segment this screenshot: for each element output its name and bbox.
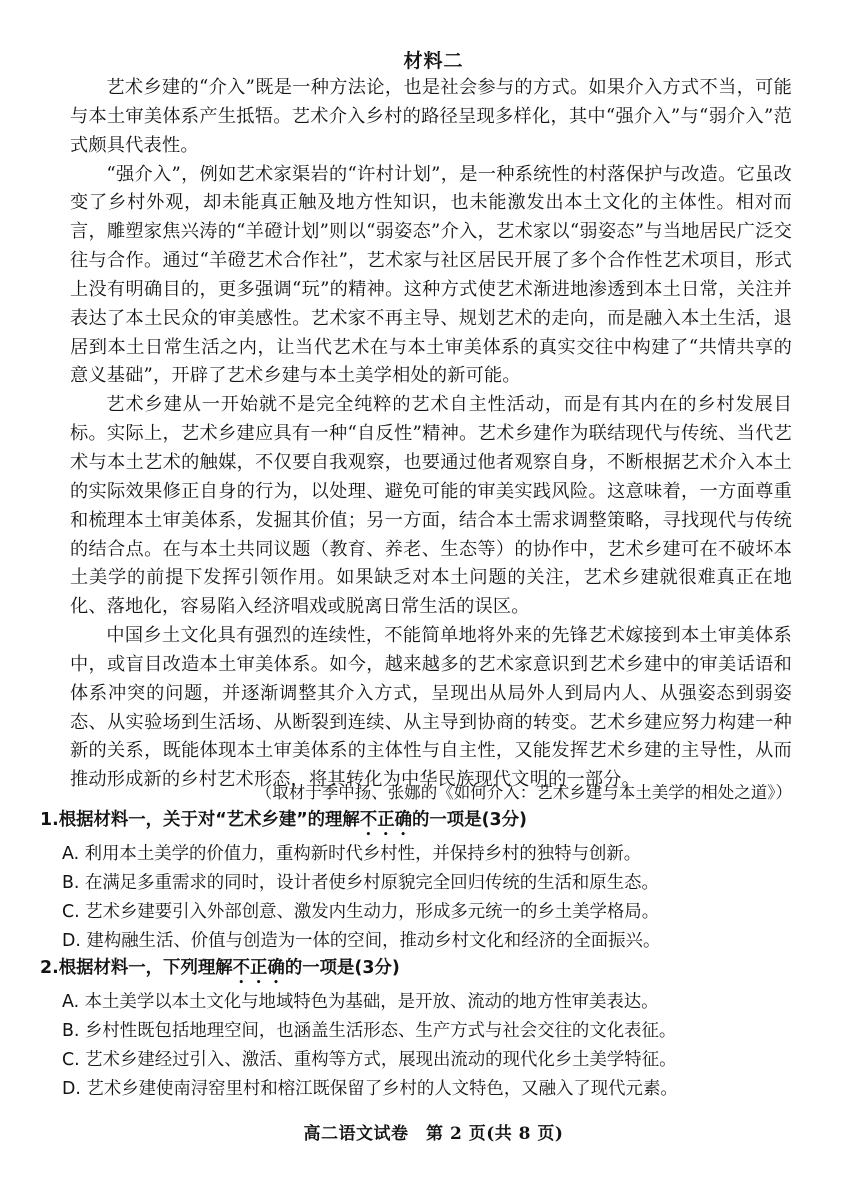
stem-emphasis: 不正确	[232, 958, 285, 978]
option-d[interactable]: D. 建构融生活、价值与创造为一体的空间，推动乡村文化和经济的全面振兴。	[62, 931, 661, 951]
material-title: 材料二	[403, 50, 464, 72]
material-body	[70, 74, 792, 795]
option-c[interactable]: C. 艺术乡建要引入外部创意、激发内生动力，形成多元统一的乡土美学格局。	[62, 902, 660, 922]
option-c[interactable]: C. 艺术乡建经过引入、激活、重构等方式，展现出流动的现代化乡土美学特征。	[62, 1050, 677, 1070]
stem-text: 1.根据材料一，关于对“艺术乡建”的理解	[40, 810, 360, 830]
material-paragraph: 中国乡土文化具有强烈的连续性，不能简单地将外来的先锋艺术嫁接到本土审美体系中，或盲目改造本土审美体系。如今，越来越多的艺术家意识到艺术乡建中的审美话语和体系冲突的问题，并逐渐调整其介入方式，呈现出从局外人到局内人、从强姿态到弱姿态、从实验场到生活场、从断裂到连续、从主导到协商的转变。艺术乡建应努力构建一种新的关系，既能体现本土审美体系的主体性与自主性，又能发挥艺术乡建的主导性，从而推动形成新的乡村艺术形态，将其转化为中华民族现代文明的一部分。	[70, 625, 792, 791]
option-b[interactable]: B. 乡村性既包括地理空间，也涵盖生活形态、生产方式与社会交往的文化表征。	[62, 1021, 677, 1041]
question-1	[40, 806, 820, 956]
option-a[interactable]: A. 本土美学以本土文化与地域特色为基础，是开放、流动的地方性审美表达。	[62, 992, 659, 1012]
stem-text-end: 的一项是(3分)	[284, 958, 400, 978]
material-paragraph: 艺术乡建从一开始就不是完全纯粹的艺术自主性活动，而是有其内在的乡村发展目标。实际上，艺术乡建应具有一种“自反性”精神。艺术乡建作为联结现代与传统、当代艺术与本土艺术的触媒，不仅要自我观察，也要通过他者观察自身，不断根据艺术介入本土的实际效果修正自身的行为，以处理、避免可能的审美实践风险。这意味着，一方面尊重和梳理本土审美体系，发掘其价值；另一方面，结合本土需求调整策略，寻找现代与传统的结合点。在与本土共同议题（教育、养老、生态等）的协作中，艺术乡建可在不破坏本土美学的前提下发挥引领作用。如果缺乏对本土问题的关注，艺术乡建就很难真正在地化、落地化，容易陷入经济唱戏或脱离日常生活的误区。	[70, 394, 792, 618]
question-2	[40, 954, 820, 1104]
material-paragraph: “强介入”，例如艺术家渠岩的“许村计划”，是一种系统性的村落保护与改造。它虽改变了乡村外观，却未能真正触及地方性知识，也未能激发出本土文化的主体性。相对而言，雕塑家焦兴涛的“羊磴计划”则以“弱姿态”介入，艺术家以“弱姿态”与当地居民广泛交往与合作。通过“羊磴艺术合作社”，艺术家与社区居民开展了多个合作性艺术项目，形式上没有明确目的，更多强调“玩”的精神。这种方式使艺术渐进地渗透到本土日常，关注并表达了本土民众的审美感性。艺术家不再主导、规划艺术的走向，而是融入本土生活，退居到本土日常生活之内，让当代艺术在与本土审美体系的真实交往中构建了“共情共享的意义基础”，开辟了艺术乡建与本土美学相处的新可能。	[70, 163, 792, 387]
option-d[interactable]: D. 艺术乡建使南浔窑里村和榕江既保留了乡村的人文特色，又融入了现代元素。	[62, 1079, 678, 1099]
material-paragraph: 艺术乡建的“介入”既是一种方法论，也是社会参与的方式。如果介入方式不当，可能与本土审美体系产生抵牾。艺术介入乡村的路径呈现多样化，其中“强介入”与“弱介入”范式颇具代表性。	[70, 77, 792, 156]
question-stem	[40, 954, 820, 988]
stem-text: 2.根据材料一，下列理解	[40, 958, 233, 978]
stem-text-end: 的一项是(3分)	[412, 810, 527, 830]
option-b[interactable]: B. 在满足多重需求的同时，设计者使乡村原貌完全回归传统的生活和原生态。	[62, 873, 659, 893]
option-a[interactable]: A. 利用本土美学的价值力，重构新时代乡村性，并保持乡村的独特与创新。	[62, 844, 642, 864]
question-stem	[40, 806, 820, 840]
page-footer: 高二语文试卷 第 2 页(共 8 页)	[303, 1124, 564, 1144]
material-source-citation: （取材于季中扬、张娜的《如何介入：艺术乡建与本土美学的相处之道》）	[255, 783, 792, 802]
stem-emphasis: 不正确	[359, 810, 413, 830]
